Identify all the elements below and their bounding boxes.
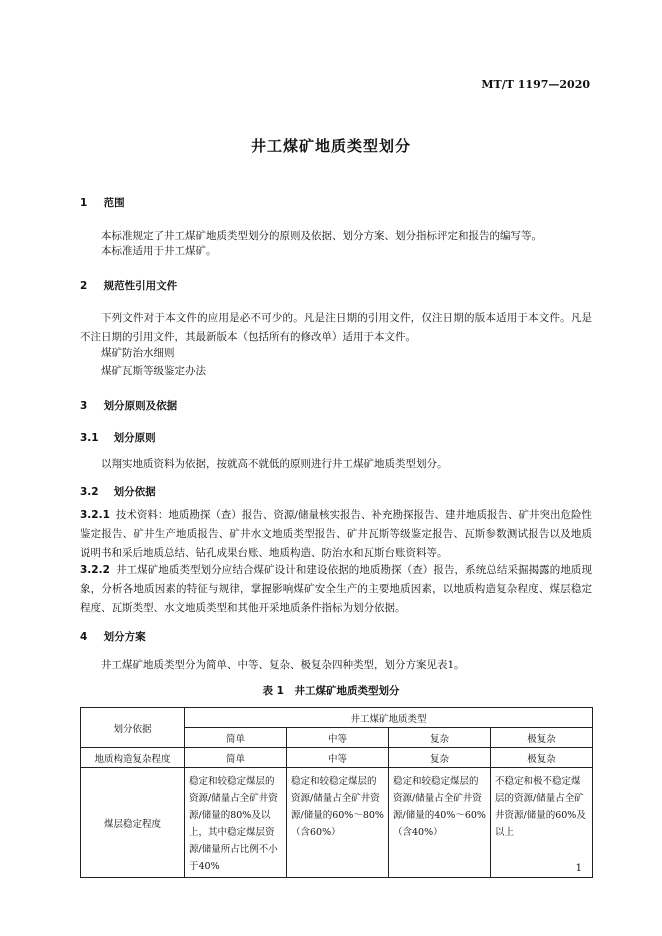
column-header: 简单 [185,728,287,748]
section-1-heading [80,195,125,210]
section-number: 3.2 [80,486,99,498]
section-number: 2 [80,280,88,292]
table-cell: 简单 [185,748,287,768]
table-row [81,708,593,728]
table-cell: 稳定和较稳定煤层的资源/储量占全矿井资源/储量的80%及以上，其中稳定煤层资源/储量所占比例不小于40% [185,768,287,878]
section-4-para: 井工煤矿地质类型分为简单、中等、复杂、极复杂四种类型，划分方案见表1。 [101,659,465,671]
table-row [81,748,593,768]
section-3-heading [80,398,177,413]
section-3-1-heading [80,430,156,445]
section-4-heading [80,629,146,644]
section-3-2-heading [80,484,156,499]
clause-number: 3.2.1 [80,509,110,521]
section-number: 4 [80,631,88,643]
standard-code: MT/T 1197—2020 [481,78,590,91]
section-2-para-1: 下列文件对于本文件的应用是必不可少的。凡是注日期的引用文件，仅注日期的版本适用于本文件。凡是不注日期的引用文件，其最新版本（包括所有的修改单）适用于本文件。 [80,312,592,343]
classification-table [80,707,593,878]
clause-3-2-2 [80,561,592,618]
section-1-para-2: 本标准适用于井工煤矿。 [101,245,217,257]
section-number: 1 [80,197,88,209]
section-number: 3 [80,400,88,412]
column-header: 中等 [287,728,389,748]
section-title: 划分原则及依据 [103,400,178,412]
row-label: 煤层稳定程度 [81,768,185,878]
section-1-para-1: 本标准规定了井工煤矿地质类型划分的原则及依据、划分方案、划分指标评定和报告的编写等。 [101,230,542,242]
table-caption: 表 1 井工煤矿地质类型划分 [262,685,400,697]
table-cell: 中等 [287,748,389,768]
row-label: 地质构造复杂程度 [81,748,185,768]
page-title: 井工煤矿地质类型划分 [250,137,411,155]
table-cell: 稳定和较稳定煤层的资源/储量占全矿井资源/储量的40%～60%（含40%） [389,768,491,878]
section-title: 划分方案 [103,631,146,643]
section-2-heading [80,278,177,293]
section-3-1-para: 以翔实地质资料为依据，按就高不就低的原则进行井工煤矿地质类型划分。 [101,458,448,470]
section-title: 规范性引用文件 [103,280,178,292]
table-cell: 不稳定和极不稳定煤层的资源/储量占全矿井资源/储量的60%及以上 [491,768,593,878]
clause-text: 技术资料：地质勘探（查）报告、资源/储量核实报告、补充勘探报告、建井地质报告、矿井突出危险性鉴定报告、矿井生产地质报告、矿井水文地质类型报告、矿井瓦斯等级鉴定报告、瓦斯参数测试报告以及地质说明书和采后地质总结、钻孔成果台账、地质构造、防治水和瓦斯台账资料等。 [80,509,592,559]
section-title: 划分依据 [113,486,156,498]
column-header: 复杂 [389,728,491,748]
table-row [81,768,593,878]
reference-1: 煤矿防治水细则 [101,347,175,359]
table-corner-header: 划分依据 [81,708,185,748]
table-cell: 稳定和较稳定煤层的资源/储量占全矿井资源/储量的60%～80%（含60%） [287,768,389,878]
page-number: 1 [575,863,582,874]
table-group-header: 井工煤矿地质类型 [185,708,593,728]
clause-3-2-1 [80,506,592,563]
clause-number: 3.2.2 [80,564,110,576]
reference-2: 煤矿瓦斯等级鉴定办法 [101,365,206,377]
section-title: 划分原则 [113,432,156,444]
column-header: 极复杂 [491,728,593,748]
table-cell: 极复杂 [491,748,593,768]
table-cell: 复杂 [389,748,491,768]
section-title: 范围 [103,197,125,209]
section-number: 3.1 [80,432,99,444]
clause-text: 井工煤矿地质类型划分应结合煤矿设计和建设依据的地质勘探（查）报告，系统总结采掘揭露的地质现象，分析各地质因素的特征与规律，掌握影响煤矿安全生产的主要地质因素，以地质构造复杂程度、煤层稳定程度、瓦斯类型、水文地质类型和其他开采地质条件指标为划分依据。 [80,564,592,614]
